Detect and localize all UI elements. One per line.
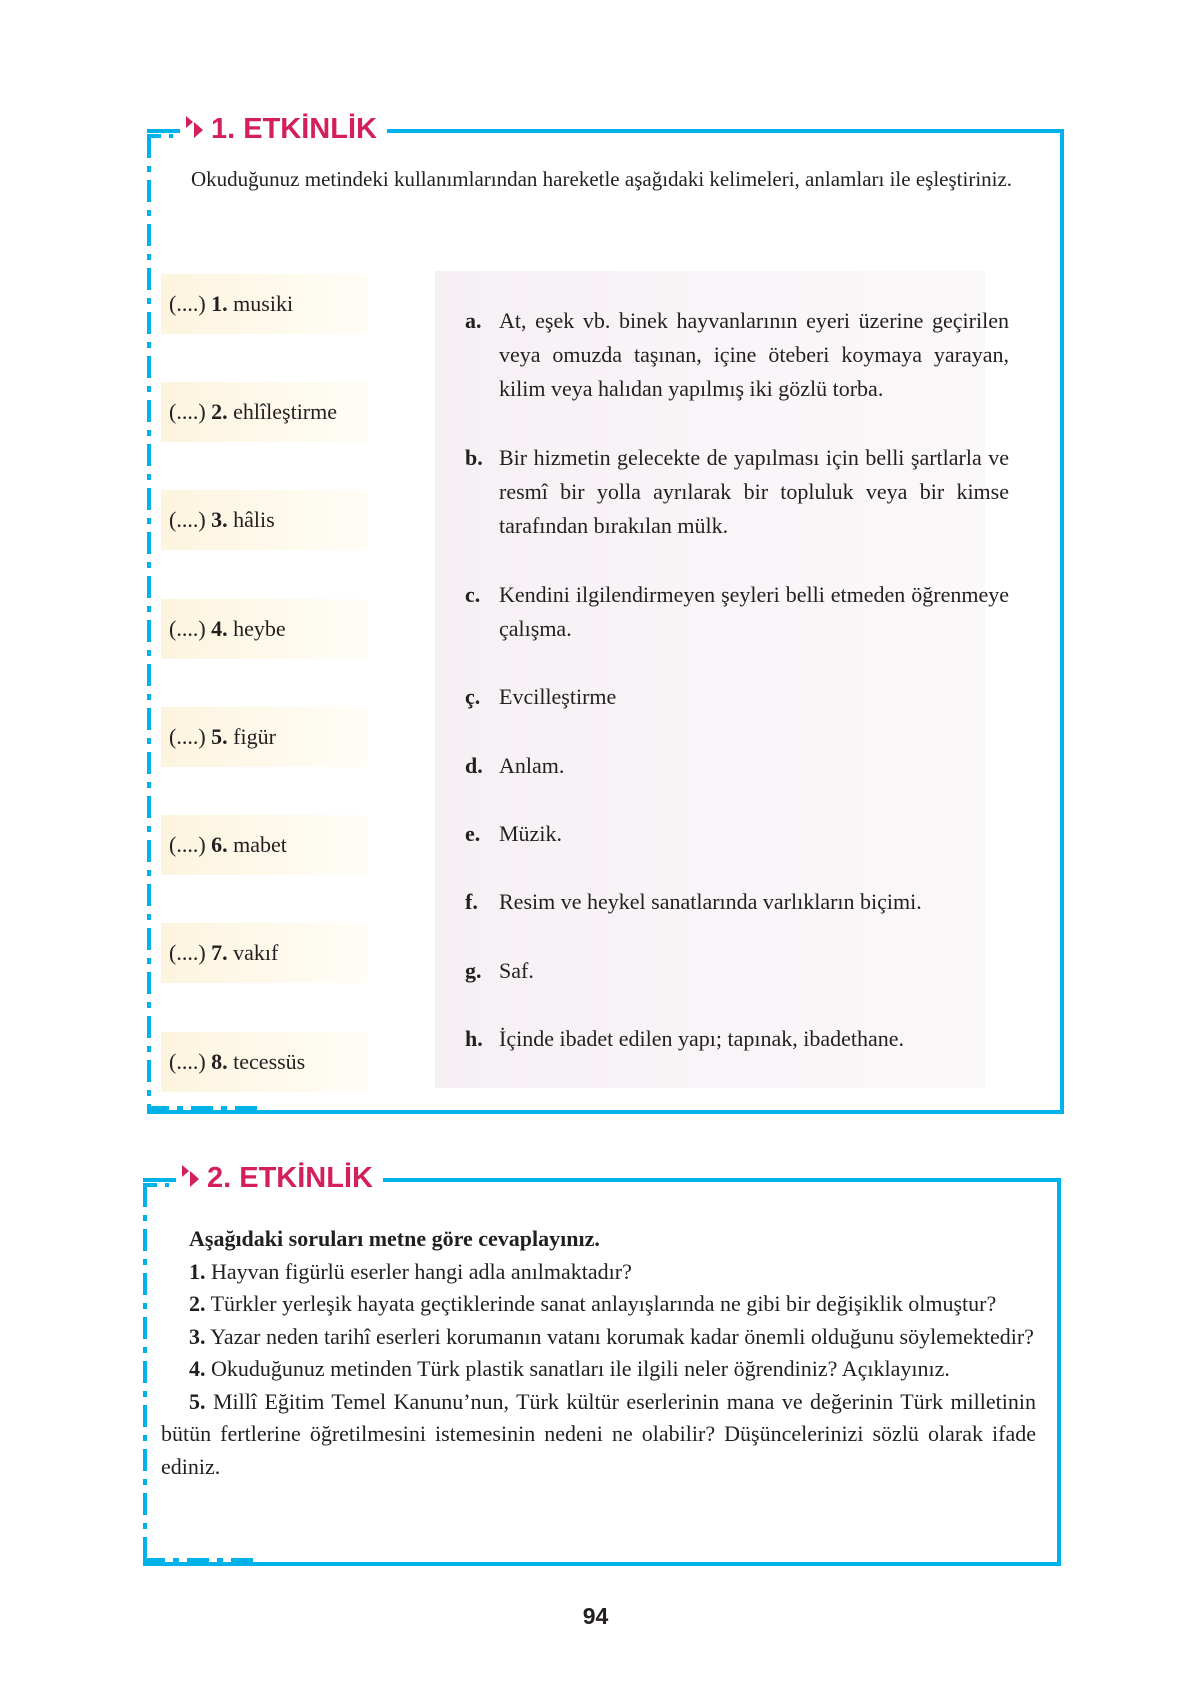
double-arrow-icon (186, 122, 203, 138)
definition-letter: a. (465, 308, 482, 333)
answer-blank[interactable]: (....) (169, 507, 206, 532)
question-number: 2. (189, 1291, 206, 1316)
definition-item (465, 1022, 1010, 1056)
question-text: Türkler yerleşik hayata geçtiklerinde sanat anlayışlarında ne gibi bir değişiklik olmuştur? (210, 1291, 997, 1316)
word-text: ehlîleştirme (233, 399, 338, 424)
definition-item (465, 441, 1010, 543)
definition-letter: c. (465, 582, 481, 607)
answer-blank[interactable]: (....) (169, 616, 206, 641)
definition-text: Anlam. (499, 753, 565, 778)
definition-item (465, 885, 1010, 919)
definition-item (465, 578, 1010, 646)
definition-item (465, 954, 1010, 988)
definition-letter: d. (465, 753, 483, 778)
definition-letter: g. (465, 958, 482, 983)
word-item (161, 707, 369, 767)
question-text: Yazar neden tarihî eserleri korumanın vatanı korumak kadar önemli olduğunu söylemektedir? (210, 1323, 1034, 1349)
definition-item (465, 749, 1010, 783)
word-text: musiki (233, 291, 294, 316)
word-text: heybe (233, 616, 286, 641)
activity2-bottom-dash (143, 1558, 253, 1562)
word-number: 8. (211, 1049, 228, 1074)
answer-blank[interactable]: (....) (169, 832, 206, 857)
definition-letter: e. (465, 821, 481, 846)
word-text: figür (233, 724, 276, 749)
activity1-title: 1. ETKİNLİK (180, 113, 387, 146)
definition-text: Resim ve heykel sanatlarında varlıkların biçimi. (499, 889, 922, 914)
definition-text: Müzik. (499, 821, 562, 846)
answer-blank[interactable]: (....) (169, 399, 206, 424)
questions-block (161, 1223, 1036, 1483)
word-item (161, 274, 369, 334)
word-number: 5. (211, 724, 228, 749)
word-text: vakıf (233, 940, 279, 965)
question-item (161, 1256, 1036, 1289)
word-number: 2. (211, 399, 228, 424)
definition-text: İçinde ibadet edilen yapı; tapınak, ibadethane. (499, 1026, 905, 1051)
activity1-instruction: Okuduğunuz metindeki kullanımlarından hareketle aşağıdaki kelimeleri, anlamları ile eşleştiriniz. (191, 167, 1013, 191)
definition-text: Kendini ilgilendirmeyen şeyleri belli etmeden öğrenmeye çalışma. (499, 582, 1009, 641)
word-text: hâlis (233, 507, 275, 532)
word-text: tecessüs (233, 1049, 306, 1074)
question-number: 3. (189, 1323, 206, 1349)
definition-letter: b. (465, 445, 483, 470)
question-item (161, 1353, 1036, 1386)
word-number: 1. (211, 291, 228, 316)
definition-text: Bir hizmetin gelecekte de yapılması için belli şartlarla ve resmî bir yolla ayrılarak bir topluluk veya bir kimse tarafından bırakılan mülk. (499, 445, 1009, 538)
activity1-left-border (147, 136, 151, 1106)
answer-blank[interactable]: (....) (169, 1049, 206, 1074)
word-item (161, 382, 369, 442)
question-number: 1. (189, 1258, 206, 1284)
definition-letter: ç. (465, 684, 481, 709)
question-item (161, 1321, 1036, 1354)
definition-item (465, 817, 1010, 851)
definition-text: At, eşek vb. binek hayvanlarının eyeri üzerine geçirilen veya omuzda taşınan, içine öteberi koymaya yarayan, kilim veya halıdan yapılmış iki gözlü torba. (499, 308, 1009, 401)
question-number: 4. (189, 1356, 206, 1381)
activity1-bottom-dash (147, 1106, 257, 1110)
word-item (161, 599, 369, 659)
definition-item (465, 304, 1010, 406)
word-item (161, 815, 369, 875)
question-number: 5. (189, 1388, 206, 1414)
word-item (161, 490, 369, 550)
activity2-left-border (143, 1185, 147, 1558)
page-number: 94 (582, 1603, 609, 1629)
activity2-instruction: Aşağıdaki soruları metne göre cevaplayınız. (189, 1226, 600, 1251)
question-item (161, 1386, 1036, 1484)
answer-blank[interactable]: (....) (169, 291, 206, 316)
question-text: Millî Eğitim Temel Kanunu’nun, Türk kültür eserlerinin mana ve değerinin Türk milletinin bütün fertlerine öğretilmesini istemesinin nedeni ne olabilir? Düşüncelerinizi sözlü olarak ifade ediniz. (161, 1388, 1037, 1479)
definition-text: Saf. (499, 958, 534, 983)
question-text: Okuduğunuz metinden Türk plastik sanatları ile ilgili neler öğrendiniz? Açıklayınız. (211, 1356, 950, 1381)
definition-item (465, 680, 1010, 714)
word-item (161, 923, 369, 983)
definition-text: Evcilleştirme (499, 684, 617, 709)
definition-letter: f. (465, 889, 478, 914)
question-item (161, 1288, 1036, 1321)
definition-letter: h. (465, 1026, 483, 1051)
answer-blank[interactable]: (....) (169, 940, 206, 965)
word-number: 7. (211, 940, 228, 965)
word-number: 3. (211, 507, 228, 532)
activity2-title: 2. ETKİNLİK (176, 1162, 383, 1195)
answer-blank[interactable]: (....) (169, 724, 206, 749)
word-item (161, 1032, 369, 1092)
question-text: Hayvan figürlü eserler hangi adla anılmaktadır? (211, 1258, 632, 1284)
word-number: 6. (211, 832, 228, 857)
word-number: 4. (211, 616, 228, 641)
double-arrow-icon (182, 1171, 199, 1187)
word-text: mabet (233, 832, 287, 857)
